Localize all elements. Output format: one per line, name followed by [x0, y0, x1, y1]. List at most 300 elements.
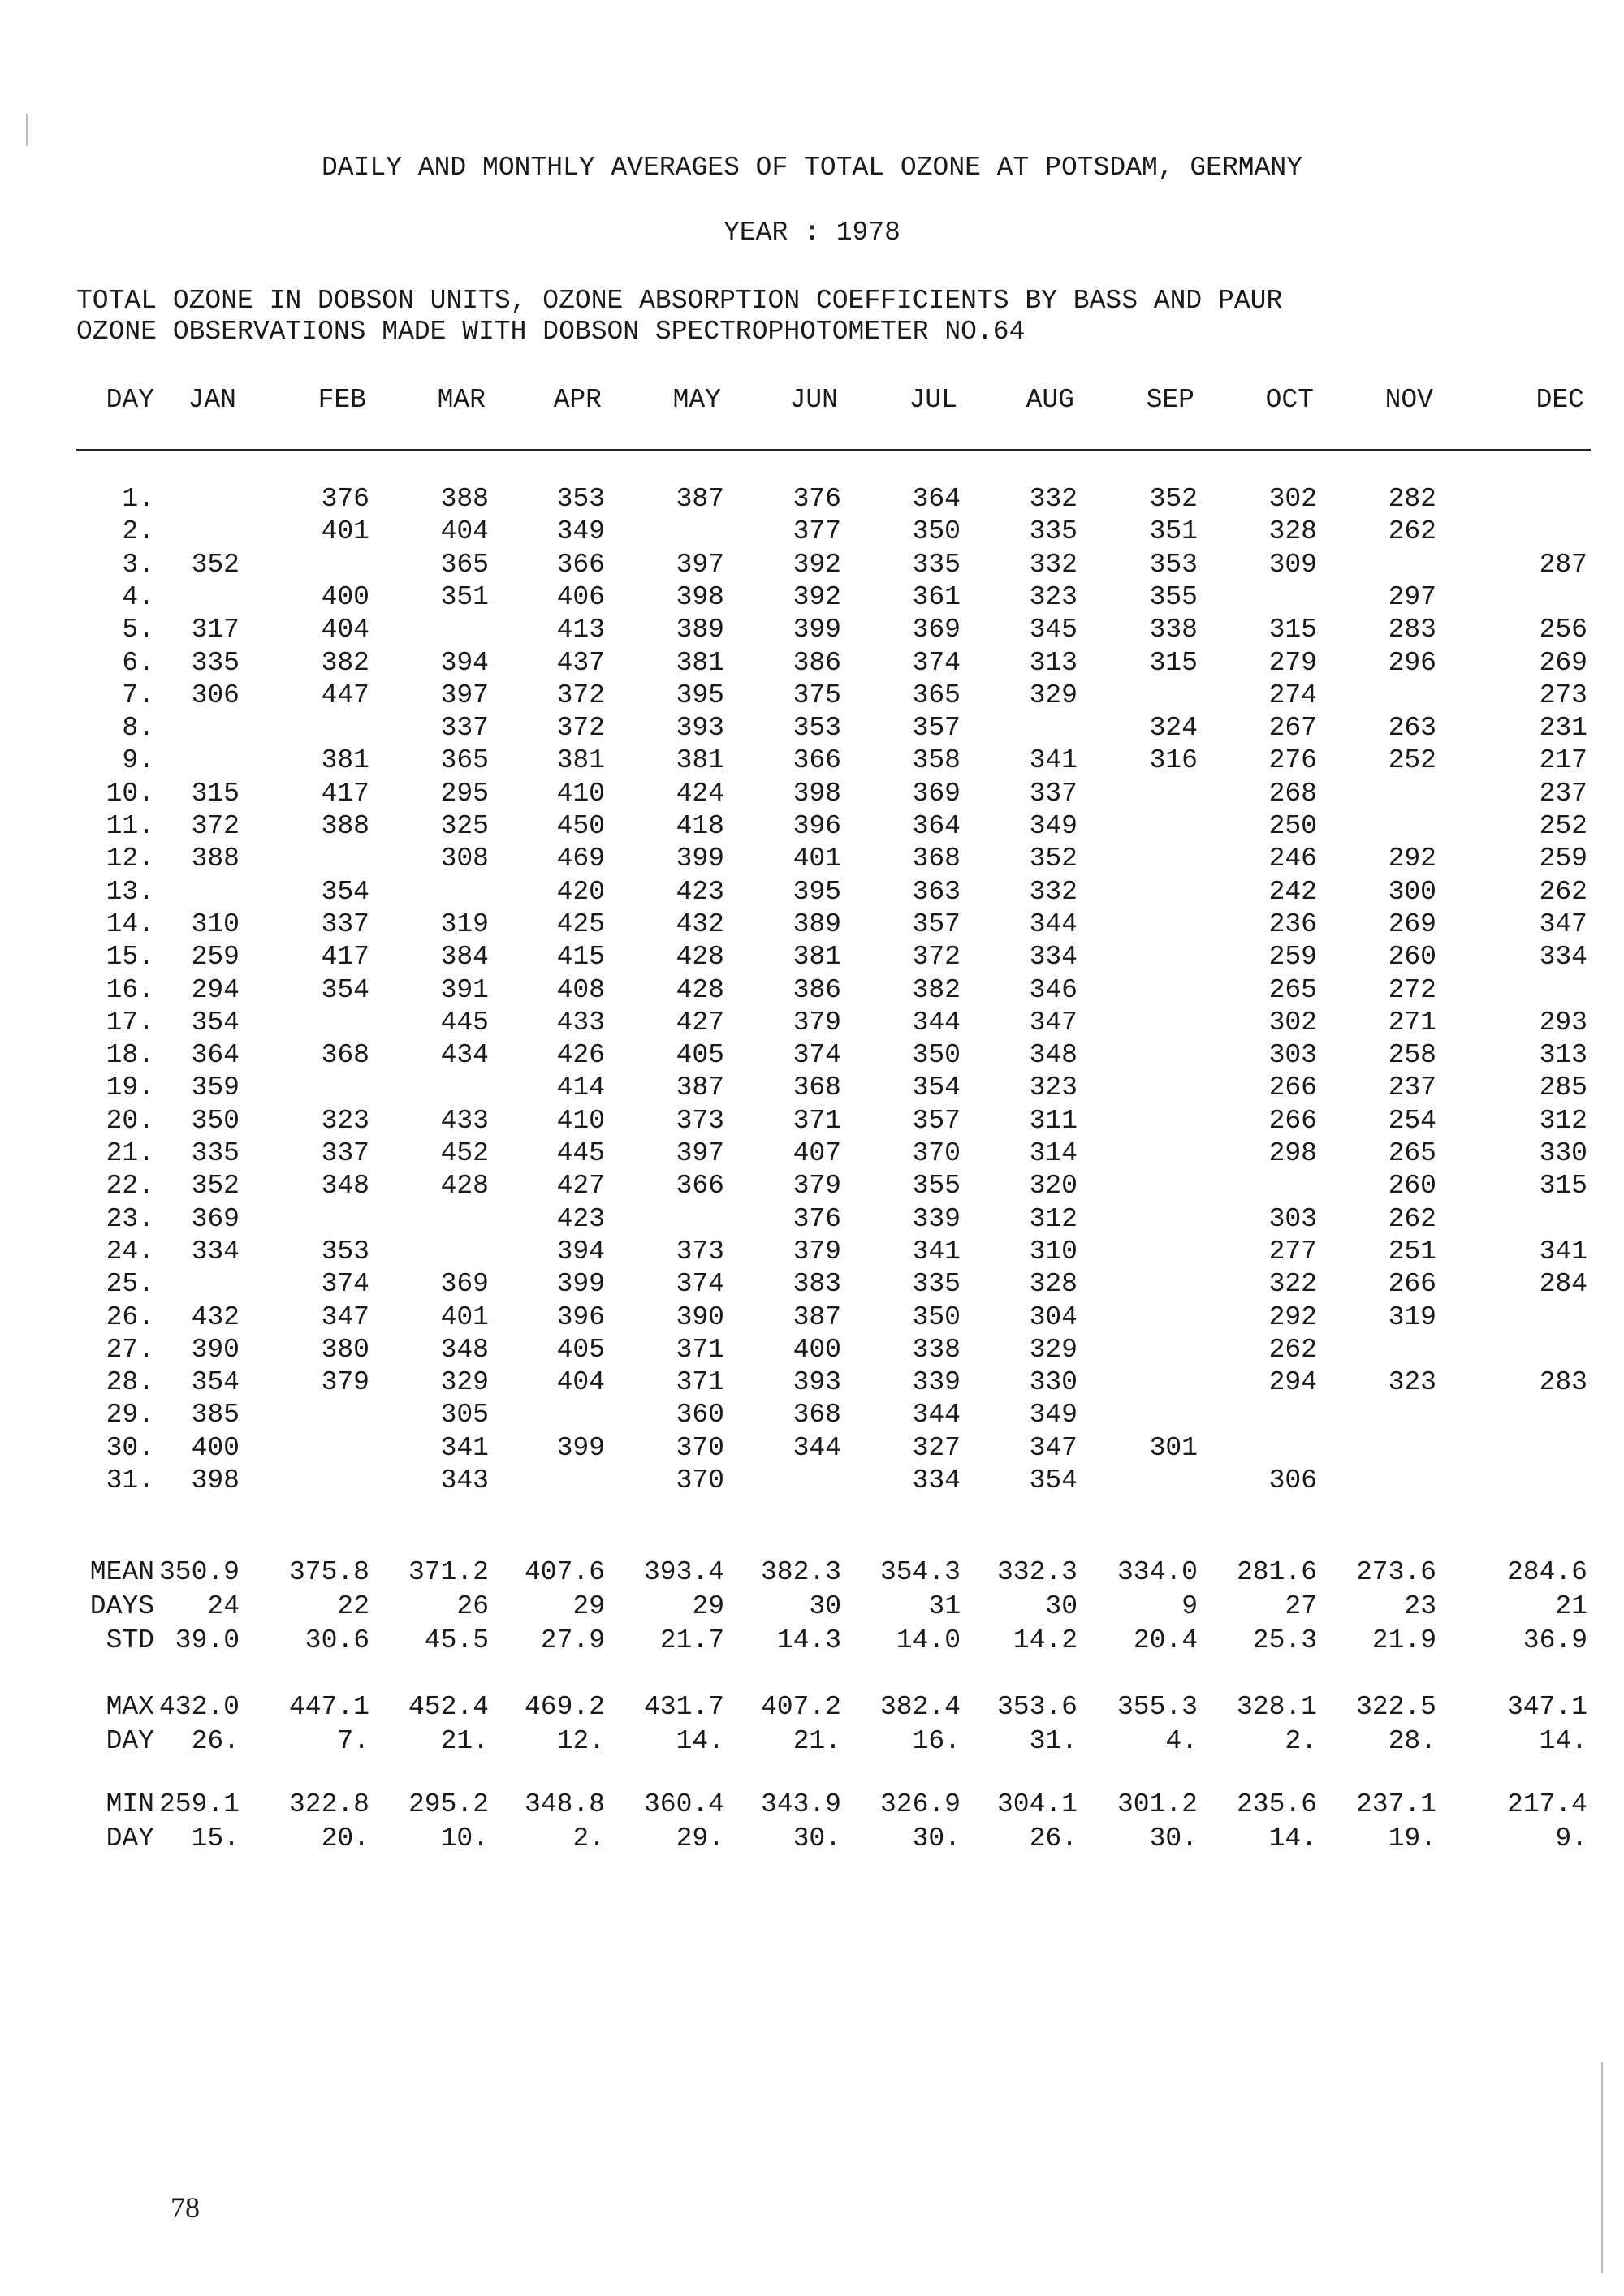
summary-label-min: MIN	[106, 1789, 154, 1819]
table-cell: 360	[676, 1400, 724, 1430]
summary-cell: 9.	[1555, 1823, 1587, 1854]
row-day-label: 20.	[106, 1106, 154, 1136]
row-day-label: 4.	[122, 582, 154, 612]
table-cell: 379	[793, 1008, 841, 1038]
table-cell: 395	[676, 680, 724, 710]
summary-label-std: STD	[106, 1625, 154, 1655]
summary-cell: 371.2	[408, 1557, 489, 1587]
table-cell: 365	[440, 745, 489, 775]
summary-cell: 2.	[572, 1823, 605, 1854]
table-cell: 260	[1388, 942, 1436, 972]
row-day-label: 12.	[106, 844, 154, 874]
table-cell: 285	[1539, 1072, 1587, 1103]
table-cell: 335	[912, 550, 961, 580]
table-cell: 418	[676, 811, 724, 841]
table-cell: 265	[1388, 1138, 1436, 1168]
table-cell: 366	[676, 1171, 724, 1201]
table-cell: 328	[1268, 516, 1317, 546]
table-cell: 396	[556, 1302, 605, 1332]
table-cell: 357	[912, 909, 961, 939]
table-cell: 352	[1149, 484, 1198, 514]
table-cell: 350	[912, 1040, 961, 1070]
table-cell: 254	[1388, 1106, 1436, 1136]
table-cell: 396	[793, 811, 841, 841]
summary-cell: 26.	[191, 1726, 240, 1756]
table-cell: 413	[556, 615, 605, 645]
table-cell: 350	[912, 516, 961, 546]
table-cell: 259	[1268, 942, 1317, 972]
table-cell: 313	[1539, 1040, 1587, 1070]
row-day-label: 2.	[122, 516, 154, 546]
table-cell: 368	[912, 844, 961, 874]
summary-cell: 407.6	[524, 1557, 605, 1587]
table-cell: 317	[191, 615, 240, 645]
row-day-label: 16.	[106, 975, 154, 1005]
table-cell: 392	[793, 582, 841, 612]
table-cell: 365	[912, 680, 961, 710]
table-cell: 381	[793, 942, 841, 972]
table-cell: 337	[321, 1138, 369, 1168]
table-cell: 397	[676, 550, 724, 580]
table-cell: 337	[1029, 779, 1078, 809]
row-day-label: 30.	[106, 1433, 154, 1463]
column-header-jan: JAN	[188, 385, 236, 415]
table-cell: 305	[440, 1400, 489, 1430]
row-day-label: 31.	[106, 1465, 154, 1495]
summary-cell: 432.0	[158, 1692, 240, 1722]
table-cell: 393	[676, 713, 724, 743]
description-line-1: TOTAL OZONE IN DOBSON UNITS, OZONE ABSORPTION COEFFICIENTS BY BASS AND PAUR	[76, 286, 1283, 316]
table-cell: 377	[793, 516, 841, 546]
row-day-label: 28.	[106, 1367, 154, 1397]
table-cell: 332	[1029, 550, 1078, 580]
table-cell: 437	[556, 648, 605, 678]
summary-cell: 14.3	[776, 1625, 841, 1655]
table-cell: 399	[793, 615, 841, 645]
table-cell: 387	[676, 1072, 724, 1103]
table-cell: 381	[321, 745, 369, 775]
table-cell: 432	[676, 909, 724, 939]
summary-cell: 393.4	[643, 1557, 724, 1587]
summary-cell: 322.8	[288, 1789, 369, 1819]
table-cell: 374	[912, 648, 961, 678]
table-cell: 269	[1388, 909, 1436, 939]
row-day-label: 15.	[106, 942, 154, 972]
table-cell: 366	[556, 550, 605, 580]
table-cell: 398	[191, 1465, 240, 1495]
table-cell: 369	[912, 615, 961, 645]
table-cell: 404	[321, 615, 369, 645]
row-day-label: 11.	[106, 811, 154, 841]
table-cell: 347	[1029, 1008, 1078, 1038]
table-cell: 376	[793, 1204, 841, 1234]
table-cell: 315	[1539, 1171, 1587, 1201]
table-cell: 313	[1029, 648, 1078, 678]
table-cell: 259	[1539, 844, 1587, 874]
table-cell: 424	[676, 779, 724, 809]
summary-cell: 36.9	[1522, 1625, 1587, 1655]
summary-cell: 31.	[1029, 1726, 1078, 1756]
table-cell: 302	[1268, 484, 1317, 514]
table-cell: 311	[1029, 1106, 1078, 1136]
table-cell: 369	[191, 1204, 240, 1234]
table-cell: 338	[1149, 615, 1198, 645]
table-cell: 256	[1539, 615, 1587, 645]
table-cell: 297	[1388, 582, 1436, 612]
table-cell: 359	[191, 1072, 240, 1103]
column-header-day: DAY	[106, 385, 154, 415]
summary-cell: 375.8	[288, 1557, 369, 1587]
table-cell: 417	[321, 779, 369, 809]
summary-cell: 469.2	[524, 1692, 605, 1722]
summary-cell: 14.	[1268, 1823, 1317, 1854]
table-cell: 294	[1268, 1367, 1317, 1397]
summary-cell: 347.1	[1506, 1692, 1587, 1722]
table-cell: 354	[191, 1008, 240, 1038]
table-cell: 260	[1388, 1171, 1436, 1201]
table-cell: 371	[676, 1367, 724, 1397]
table-cell: 348	[321, 1171, 369, 1201]
table-cell: 392	[793, 550, 841, 580]
summary-cell: 30.	[912, 1823, 961, 1854]
summary-cell: 360.4	[643, 1789, 724, 1819]
table-cell: 334	[1539, 942, 1587, 972]
table-cell: 353	[321, 1236, 369, 1267]
table-cell: 370	[912, 1138, 961, 1168]
table-cell: 407	[793, 1138, 841, 1168]
table-cell: 327	[912, 1433, 961, 1463]
table-cell: 217	[1539, 745, 1587, 775]
row-day-label: 21.	[106, 1138, 154, 1168]
summary-label-day: DAY	[106, 1726, 154, 1756]
summary-cell: 382.4	[879, 1692, 961, 1722]
table-cell: 355	[912, 1171, 961, 1201]
table-cell: 376	[321, 484, 369, 514]
table-cell: 252	[1539, 811, 1587, 841]
table-cell: 410	[556, 1106, 605, 1136]
table-cell: 349	[1029, 1400, 1078, 1430]
table-cell: 266	[1388, 1269, 1436, 1299]
table-cell: 312	[1029, 1204, 1078, 1234]
year-line: YEAR : 1978	[723, 218, 901, 248]
table-cell: 389	[793, 909, 841, 939]
table-cell: 334	[191, 1236, 240, 1267]
table-cell: 366	[793, 745, 841, 775]
row-day-label: 23.	[106, 1204, 154, 1234]
row-day-label: 13.	[106, 877, 154, 907]
summary-cell: 24	[207, 1591, 240, 1621]
table-cell: 330	[1539, 1138, 1587, 1168]
table-cell: 246	[1268, 844, 1317, 874]
table-cell: 314	[1029, 1138, 1078, 1168]
table-cell: 383	[793, 1269, 841, 1299]
summary-cell: 348.8	[524, 1789, 605, 1819]
column-header-feb: FEB	[317, 385, 366, 415]
table-cell: 329	[440, 1367, 489, 1397]
summary-cell: 2.	[1285, 1726, 1317, 1756]
summary-cell: 353.6	[996, 1692, 1078, 1722]
table-cell: 269	[1539, 648, 1587, 678]
table-cell: 335	[912, 1269, 961, 1299]
table-cell: 428	[676, 975, 724, 1005]
summary-cell: 407.2	[760, 1692, 841, 1722]
table-cell: 259	[191, 942, 240, 972]
table-cell: 428	[440, 1171, 489, 1201]
table-cell: 272	[1388, 975, 1436, 1005]
table-cell: 323	[321, 1106, 369, 1136]
table-cell: 341	[1029, 745, 1078, 775]
table-cell: 369	[440, 1269, 489, 1299]
table-cell: 399	[556, 1269, 605, 1299]
table-cell: 295	[440, 779, 489, 809]
table-cell: 415	[556, 942, 605, 972]
table-cell: 309	[1268, 550, 1317, 580]
table-cell: 426	[556, 1040, 605, 1070]
table-cell: 294	[191, 975, 240, 1005]
table-cell: 404	[440, 516, 489, 546]
summary-cell: 21.7	[659, 1625, 724, 1655]
row-day-label: 25.	[106, 1269, 154, 1299]
table-cell: 398	[793, 779, 841, 809]
table-cell: 283	[1539, 1367, 1587, 1397]
table-cell: 319	[440, 909, 489, 939]
table-cell: 395	[793, 877, 841, 907]
table-cell: 282	[1388, 484, 1436, 514]
table-cell: 352	[1029, 844, 1078, 874]
table-cell: 344	[1029, 909, 1078, 939]
table-cell: 276	[1268, 745, 1317, 775]
summary-cell: 328.1	[1236, 1692, 1317, 1722]
table-cell: 417	[321, 942, 369, 972]
table-cell: 242	[1268, 877, 1317, 907]
table-cell: 374	[676, 1269, 724, 1299]
table-cell: 380	[321, 1335, 369, 1365]
table-cell: 352	[191, 550, 240, 580]
table-cell: 361	[912, 582, 961, 612]
table-cell: 452	[440, 1138, 489, 1168]
table-cell: 349	[556, 516, 605, 546]
description-line-2: OZONE OBSERVATIONS MADE WITH DOBSON SPECTROPHOTOMETER NO.64	[76, 317, 1026, 347]
table-cell: 324	[1149, 713, 1198, 743]
summary-cell: 31	[928, 1591, 961, 1621]
table-cell: 388	[191, 844, 240, 874]
table-cell: 450	[556, 811, 605, 841]
table-cell: 329	[1029, 1335, 1078, 1365]
row-day-label: 6.	[122, 648, 154, 678]
summary-cell: 21	[1555, 1591, 1587, 1621]
table-cell: 303	[1268, 1204, 1317, 1234]
table-cell: 399	[676, 844, 724, 874]
summary-label-day: DAY	[106, 1823, 154, 1854]
table-cell: 427	[676, 1008, 724, 1038]
summary-cell: 14.	[1539, 1726, 1587, 1756]
summary-cell: 29	[692, 1591, 724, 1621]
table-cell: 389	[676, 615, 724, 645]
summary-cell: 20.4	[1133, 1625, 1198, 1655]
table-cell: 344	[912, 1400, 961, 1430]
row-day-label: 19.	[106, 1072, 154, 1103]
table-cell: 348	[1029, 1040, 1078, 1070]
table-cell: 231	[1539, 713, 1587, 743]
table-cell: 250	[1268, 811, 1317, 841]
column-header-nov: NOV	[1384, 385, 1433, 415]
table-cell: 348	[440, 1335, 489, 1365]
document-title: DAILY AND MONTHLY AVERAGES OF TOTAL OZONE AT POTSDAM, GERMANY	[322, 153, 1302, 183]
column-header-may: MAY	[672, 385, 721, 415]
table-cell: 375	[793, 680, 841, 710]
table-cell: 315	[191, 779, 240, 809]
table-cell: 393	[793, 1367, 841, 1397]
table-cell: 343	[440, 1465, 489, 1495]
table-cell: 338	[912, 1335, 961, 1365]
summary-cell: 350.9	[158, 1557, 240, 1587]
table-cell: 399	[556, 1433, 605, 1463]
table-cell: 237	[1388, 1072, 1436, 1103]
summary-cell: 25.3	[1252, 1625, 1317, 1655]
table-cell: 266	[1268, 1106, 1317, 1136]
table-cell: 292	[1268, 1302, 1317, 1332]
summary-cell: 30	[1045, 1591, 1078, 1621]
table-cell: 388	[440, 484, 489, 514]
table-cell: 394	[556, 1236, 605, 1267]
table-cell: 315	[1149, 648, 1198, 678]
table-cell: 304	[1029, 1302, 1078, 1332]
summary-cell: 326.9	[879, 1789, 961, 1819]
table-cell: 354	[1029, 1465, 1078, 1495]
column-header-dec: DEC	[1535, 385, 1584, 415]
table-cell: 379	[793, 1236, 841, 1267]
table-cell: 371	[676, 1335, 724, 1365]
summary-cell: 30.	[793, 1823, 841, 1854]
table-cell: 382	[912, 975, 961, 1005]
row-day-label: 7.	[122, 680, 154, 710]
summary-cell: 235.6	[1236, 1789, 1317, 1819]
table-cell: 355	[1149, 582, 1198, 612]
table-cell: 376	[793, 484, 841, 514]
summary-cell: 334.0	[1116, 1557, 1198, 1587]
table-cell: 267	[1268, 713, 1317, 743]
table-cell: 368	[321, 1040, 369, 1070]
table-cell: 296	[1388, 648, 1436, 678]
table-cell: 319	[1388, 1302, 1436, 1332]
summary-cell: 301.2	[1116, 1789, 1198, 1819]
table-cell: 344	[912, 1008, 961, 1038]
table-cell: 404	[556, 1367, 605, 1397]
table-cell: 391	[440, 975, 489, 1005]
table-cell: 372	[556, 713, 605, 743]
table-cell: 271	[1388, 1008, 1436, 1038]
table-cell: 315	[1268, 615, 1317, 645]
table-cell: 347	[1029, 1433, 1078, 1463]
row-day-label: 27.	[106, 1335, 154, 1365]
summary-cell: 431.7	[643, 1692, 724, 1722]
table-cell: 323	[1029, 1072, 1078, 1103]
row-day-label: 1.	[122, 484, 154, 514]
table-cell: 369	[912, 779, 961, 809]
table-cell: 358	[912, 745, 961, 775]
table-cell: 427	[556, 1171, 605, 1201]
summary-cell: 28.	[1388, 1726, 1436, 1756]
table-cell: 283	[1388, 615, 1436, 645]
table-cell: 364	[912, 484, 961, 514]
table-cell: 386	[793, 975, 841, 1005]
table-cell: 274	[1268, 680, 1317, 710]
table-cell: 388	[321, 811, 369, 841]
table-cell: 401	[793, 844, 841, 874]
summary-cell: 12.	[556, 1726, 605, 1756]
table-cell: 354	[912, 1072, 961, 1103]
table-cell: 372	[912, 942, 961, 972]
table-cell: 357	[912, 1106, 961, 1136]
table-cell: 277	[1268, 1236, 1317, 1267]
table-cell: 323	[1388, 1367, 1436, 1397]
row-day-label: 22.	[106, 1171, 154, 1201]
summary-cell: 20.	[321, 1823, 369, 1854]
table-cell: 445	[440, 1008, 489, 1038]
summary-cell: 29	[572, 1591, 605, 1621]
table-cell: 374	[793, 1040, 841, 1070]
row-day-label: 24.	[106, 1236, 154, 1267]
row-day-label: 8.	[122, 713, 154, 743]
table-cell: 364	[912, 811, 961, 841]
table-cell: 469	[556, 844, 605, 874]
table-cell: 372	[556, 680, 605, 710]
summary-cell: 9	[1181, 1591, 1198, 1621]
table-cell: 386	[793, 648, 841, 678]
summary-cell: 14.0	[896, 1625, 961, 1655]
column-header-aug: AUG	[1026, 385, 1074, 415]
table-cell: 363	[912, 877, 961, 907]
table-cell: 364	[191, 1040, 240, 1070]
table-cell: 251	[1388, 1236, 1436, 1267]
summary-cell: 304.1	[996, 1789, 1078, 1819]
table-cell: 401	[321, 516, 369, 546]
table-cell: 401	[440, 1302, 489, 1332]
table-cell: 372	[191, 811, 240, 841]
table-cell: 353	[1149, 550, 1198, 580]
column-header-sep: SEP	[1146, 385, 1194, 415]
row-day-label: 10.	[106, 779, 154, 809]
table-cell: 365	[440, 550, 489, 580]
summary-cell: 30.	[1149, 1823, 1198, 1854]
summary-cell: 21.	[440, 1726, 489, 1756]
summary-cell: 452.4	[408, 1692, 489, 1722]
column-header-apr: APR	[553, 385, 602, 415]
summary-cell: 382.3	[760, 1557, 841, 1587]
summary-cell: 23	[1404, 1591, 1436, 1621]
table-cell: 303	[1268, 1040, 1317, 1070]
table-cell: 236	[1268, 909, 1317, 939]
summary-cell: 21.	[793, 1726, 841, 1756]
summary-cell: 16.	[912, 1726, 961, 1756]
table-cell: 381	[676, 745, 724, 775]
summary-cell: 273.6	[1355, 1557, 1436, 1587]
table-cell: 387	[676, 484, 724, 514]
table-cell: 420	[556, 877, 605, 907]
summary-cell: 30	[809, 1591, 841, 1621]
column-header-jun: JUN	[789, 385, 838, 415]
table-cell: 351	[1149, 516, 1198, 546]
column-header-jul: JUL	[909, 385, 957, 415]
summary-cell: 26	[456, 1591, 489, 1621]
table-cell: 397	[676, 1138, 724, 1168]
table-cell: 425	[556, 909, 605, 939]
summary-cell: 14.2	[1013, 1625, 1078, 1655]
table-cell: 262	[1268, 1335, 1317, 1365]
table-cell: 357	[912, 713, 961, 743]
summary-cell: 19.	[1388, 1823, 1436, 1854]
summary-cell: 4.	[1165, 1726, 1198, 1756]
